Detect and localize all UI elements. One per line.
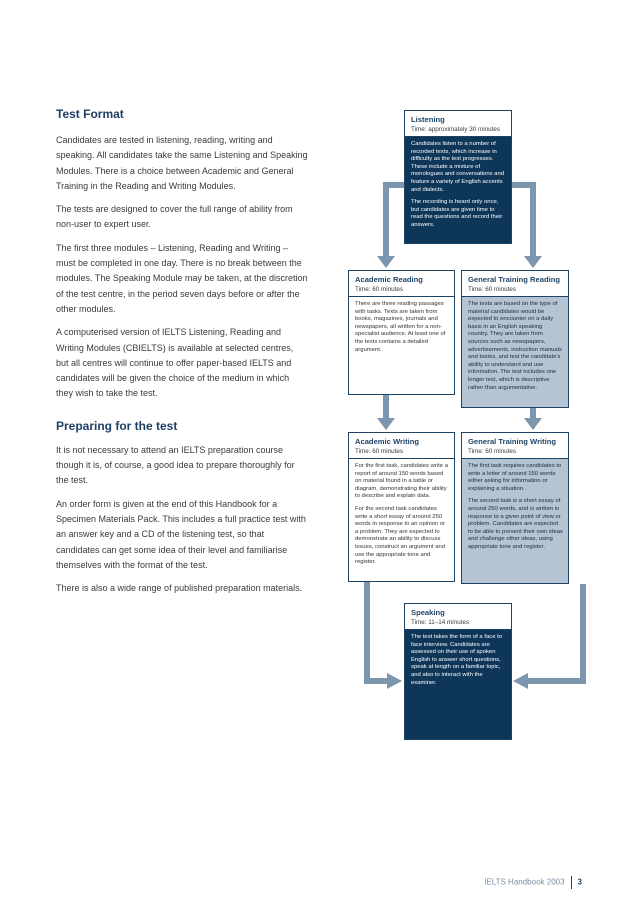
test-format-heading: Test Format: [56, 107, 124, 121]
academic-writing-box: [348, 432, 455, 582]
academic-reading-box: [348, 270, 455, 395]
listening-title: Listening: [411, 115, 445, 124]
preparing-heading: Preparing for the test: [56, 418, 178, 433]
arrow-connector: [527, 678, 586, 684]
general-writing-text: The first task requires candidates to write a letter of around 150 words either asking for information or explaining a situation.: [468, 463, 562, 492]
arrow-connector: [364, 582, 370, 684]
academic-reading-title: Academic Reading: [355, 275, 423, 284]
arrow-connector: [364, 678, 389, 684]
listening-time: Time: approximately 30 minutes: [411, 126, 501, 133]
academic-writing-text: For the first task, candidates write a report of around 150 words based on material found in a table or diagram, demonstrating their ability to describe and explain data.: [355, 463, 448, 500]
speaking-title: Speaking: [411, 608, 445, 617]
test-format-paragraph: The first three modules – Listening, Reading and Writing – must be completed in one day. There is no break between the modules. The Speaking Module may be taken, at the discretion of the test centre, in the period seven days before or after the other modules.: [56, 242, 308, 314]
speaking-time: Time: 11–14 minutes: [411, 619, 470, 626]
footer-divider: [571, 876, 572, 889]
test-format-paragraph: Candidates are tested in listening, reading, writing and speaking. All candidates take the same Listening and Speaking Modules. There is a choice between Academic and General Training in the Reading and Writing Modules.: [56, 135, 308, 191]
listening-text: Candidates listen to a number of recorded texts, which increase in difficulty as the test progresses. These include a mixture of monologues and conversations and feature a variety of English accents and dialects.: [411, 141, 505, 193]
arrow-head: [524, 418, 542, 430]
preparing-paragraph: It is not necessary to attend an IELTS preparation course though it is, of course, a good idea to prepare thoroughly for the test.: [56, 444, 295, 486]
arrow-head: [387, 673, 402, 689]
preparing-paragraph: There is also a wide range of published preparation materials.: [56, 583, 303, 594]
arrow-connector: [383, 182, 389, 260]
preparing-paragraph: An order form is given at the end of this Handbook for a Specimen Materials Pack. This includes a full practice test with an answer key and a CD of the listening test, so that candidates can get some idea of their level and familiarise themselves with the format of the test.: [56, 498, 306, 570]
general-reading-title: General Training Reading: [468, 275, 560, 284]
speaking-text: The test takes the form of a face to face interview. Candidates are assessed on their use of spoken English to answer short questions, speak at length on a familiar topic, and also to interact with the examiner.: [411, 634, 503, 686]
arrow-head: [377, 256, 395, 268]
arrow-head: [524, 256, 542, 268]
academic-writing-text: For the second task candidates write a short essay of around 250 words in response to an opinion or a problem. They are expected to demonstrate an ability to discuss issues, construct an argument and use the appropriate tone and register.: [355, 505, 446, 566]
arrow-connector: [383, 395, 389, 422]
academic-writing-time: Time: 60 minutes: [355, 448, 404, 455]
arrow-head: [513, 673, 528, 689]
general-reading-time: Time: 60 minutes: [468, 286, 517, 293]
test-format-paragraph: A computerised version of IELTS Listening, Reading and Writing Modules (CBIELTS) is available at selected centres, but all centres will continue to offer paper-based IELTS and candidates will be given the choice of the medium in which they wish to take the test.: [56, 327, 294, 399]
speaking-box: [404, 603, 512, 740]
page-number: 3: [577, 877, 582, 887]
general-writing-box: [461, 432, 569, 584]
general-writing-text: The second task is a short essay of around 250 words, and is written in response to a given point of view or problem. Candidates are expected to be able to present their own ideas and challenge other ideas, using appropriate tone and register.: [468, 498, 563, 550]
academic-reading-text: There are three reading passages with tasks. Texts are taken from books, magazines, journals and newspapers, all written for a non-specialist audience. At least one of the texts contains a detailed argument.: [355, 301, 446, 353]
handbook-title: IELTS Handbook 2003: [484, 877, 565, 887]
listening-text: The recording is heard only once, but candidates are given time to read the questions and record their answers.: [411, 199, 503, 228]
academic-reading-time: Time: 60 minutes: [355, 286, 404, 293]
general-writing-title: General Training Writing: [468, 437, 557, 446]
academic-writing-title: Academic Writing: [355, 437, 419, 446]
arrow-connector: [530, 182, 536, 260]
arrow-head: [377, 418, 395, 430]
general-reading-box: [461, 270, 569, 408]
test-format-paragraph: The tests are designed to cover the full range of ability from non-user to expert user.: [56, 204, 293, 230]
general-reading-text: The texts are based on the type of material candidates would be expected to encounter on a daily basis in an English speaking country. They are taken from sources such as newspapers, advertisements, instruction manuals and books, and test the candidate's ability to understand and use information. The test includes one longer text, which is descriptive rather than argumentative.: [468, 301, 562, 391]
arrow-connector: [580, 584, 586, 684]
listening-box: [404, 110, 512, 244]
general-writing-time: Time: 60 minutes: [468, 448, 517, 455]
page-footer: [484, 876, 582, 889]
